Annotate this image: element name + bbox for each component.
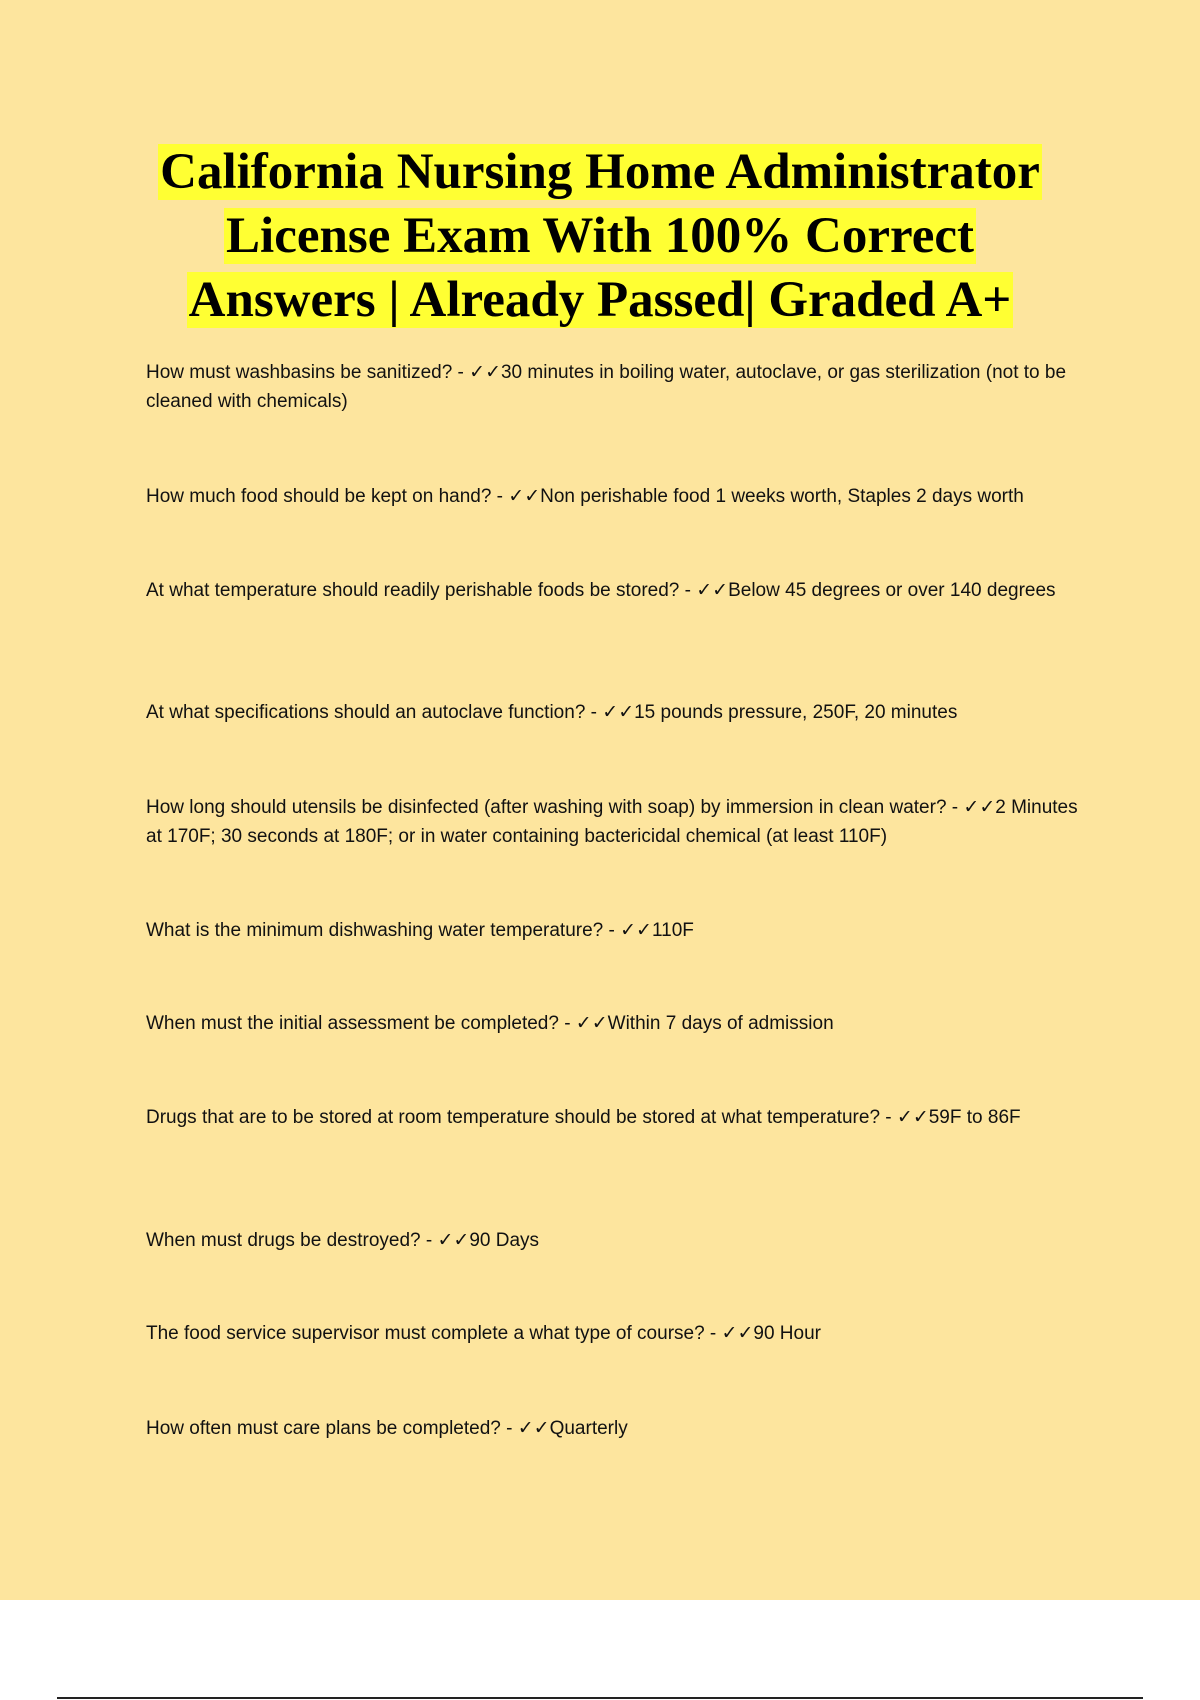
qa-item-3: At what temperature should readily perishable foods be stored? - ✓✓Below 45 degrees or over 140 degrees	[146, 580, 1056, 601]
qa-item-7: When must the initial assessment be completed? - ✓✓Within 7 days of admission	[146, 1013, 834, 1034]
qa-item-5: How long should utensils be disinfected (after washing with soap) by immersion in clean water? - ✓✓2 Minutes at 170F; 30 seconds at 180F; or in water containing bactericidal chemical (at least 110F)	[146, 797, 1078, 847]
footer-divider	[57, 1697, 1143, 1699]
qa-item-4: At what specifications should an autoclave function? - ✓✓15 pounds pressure, 250F, 20 minutes	[146, 702, 958, 723]
qa-item-11: How often must care plans be completed? - ✓✓Quarterly	[146, 1418, 628, 1439]
title-line-1: California Nursing Home Administrator	[160, 144, 1040, 200]
title-line-2: License Exam With 100% Correct	[226, 208, 974, 264]
title-line-3: Answers | Already Passed| Graded A+	[188, 272, 1012, 328]
document-title	[0, 140, 1200, 332]
qa-item-1: How must washbasins be sanitized? - ✓✓30 minutes in boiling water, autoclave, or gas sterilization (not to be cleaned with chemicals)	[146, 362, 1067, 412]
qa-item-2: How much food should be kept on hand? - ✓✓Non perishable food 1 weeks worth, Staples 2 days worth	[146, 486, 1024, 507]
qa-item-6: What is the minimum dishwashing water temperature? - ✓✓110F	[146, 920, 694, 941]
qa-item-8: Drugs that are to be stored at room temperature should be stored at what temperature? - ✓✓59F to 86F	[146, 1107, 1021, 1128]
qa-item-10: The food service supervisor must complete a what type of course? - ✓✓90 Hour	[146, 1323, 821, 1344]
qa-item-9: When must drugs be destroyed? - ✓✓90 Days	[146, 1230, 540, 1251]
